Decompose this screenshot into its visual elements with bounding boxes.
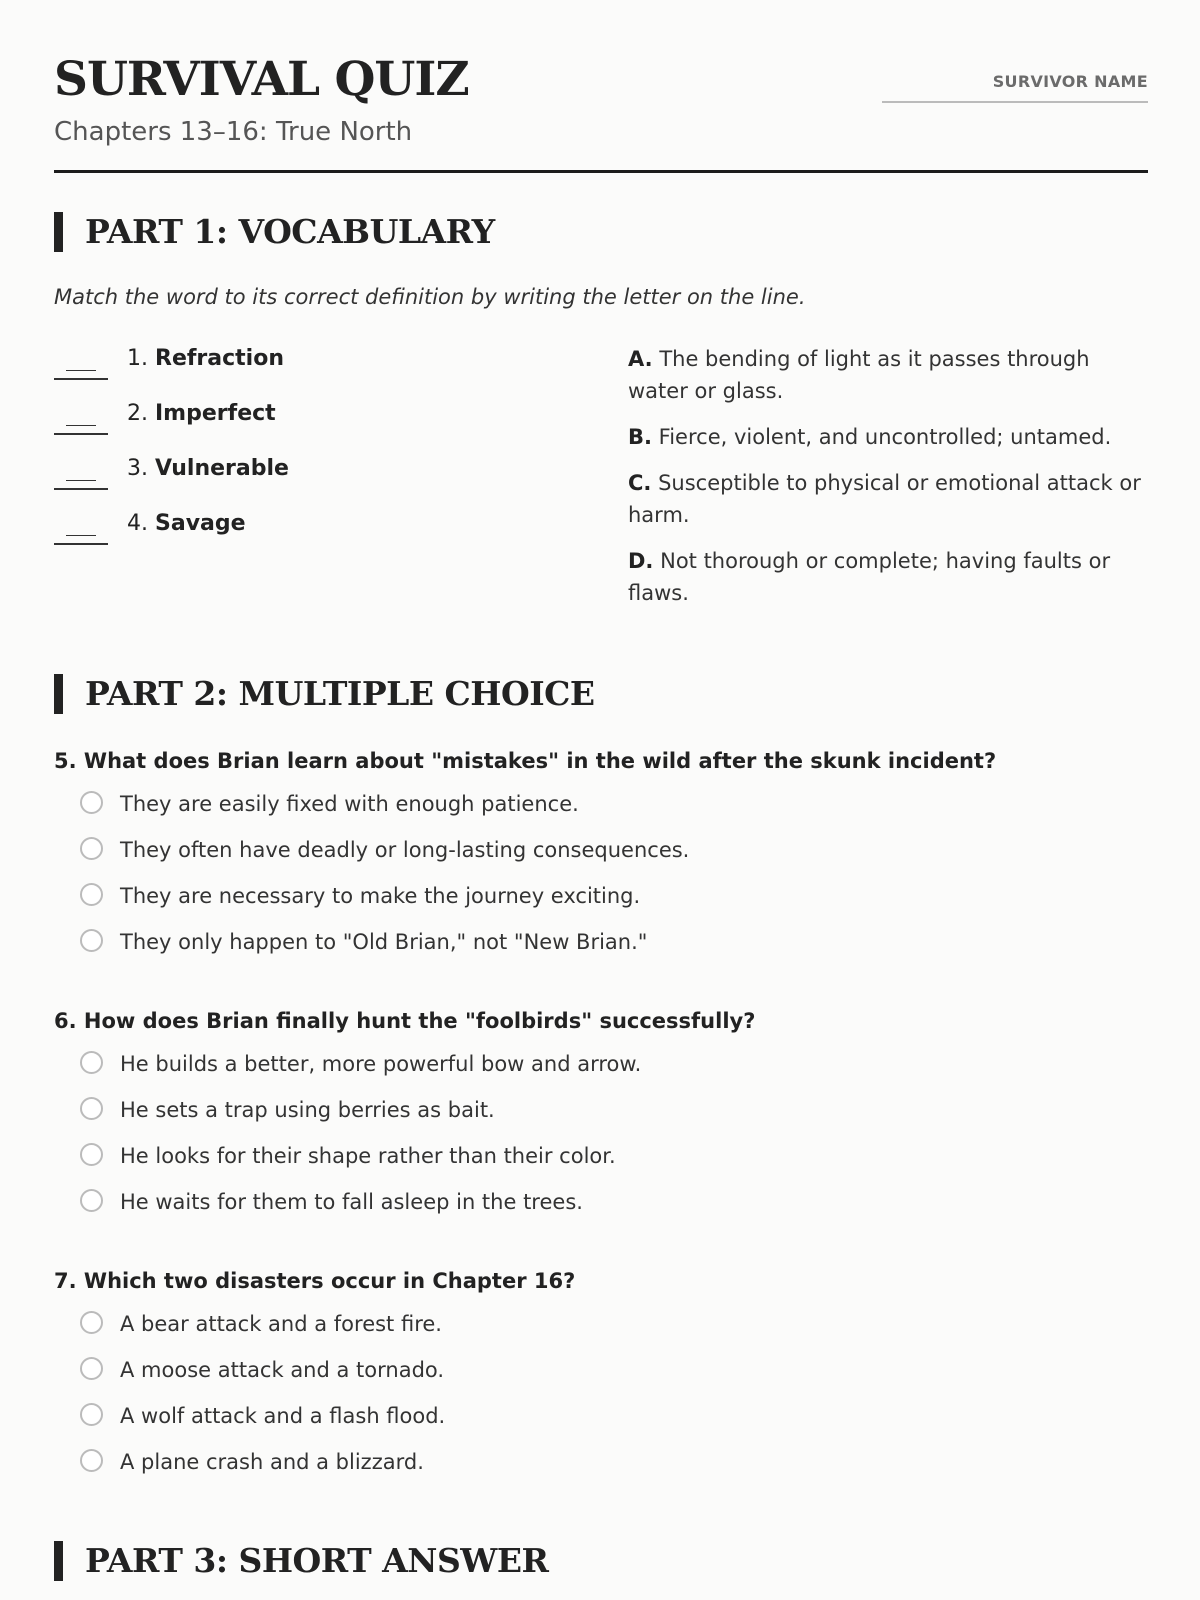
radio-button[interactable] xyxy=(80,883,103,906)
definition-letter: A. xyxy=(628,347,653,371)
question-text: 5. What does Brian learn about "mistakes" in the wild after the skunk incident? xyxy=(54,749,997,773)
part1-title: PART 1: VOCABULARY xyxy=(54,212,495,252)
definition-text: The bending of light as it passes through water or glass. xyxy=(628,347,1090,403)
vocab-row xyxy=(54,401,554,456)
option-label: They are necessary to make the journey exciting. xyxy=(120,884,641,908)
term-word: Savage xyxy=(155,511,246,536)
vocab-term xyxy=(127,511,246,536)
option-label: He looks for their shape rather than their color. xyxy=(120,1144,616,1168)
answer-option[interactable] xyxy=(54,1402,1148,1448)
answer-blank[interactable] xyxy=(54,511,108,545)
option-label: A moose attack and a tornado. xyxy=(120,1358,445,1382)
option-label: They are easily fixed with enough patience. xyxy=(120,792,579,816)
answer-option[interactable] xyxy=(54,1310,1148,1356)
definition-item xyxy=(628,343,1148,407)
radio-button[interactable] xyxy=(80,1097,103,1120)
term-number: 1. xyxy=(127,346,148,371)
option-label: They often have deadly or long-lasting consequences. xyxy=(120,838,690,862)
definition-text: Not thorough or complete; having faults or flaws. xyxy=(628,549,1111,605)
definition-item xyxy=(628,545,1148,609)
quiz-page xyxy=(54,0,1148,1580)
vocab-term xyxy=(127,401,276,426)
radio-button[interactable] xyxy=(80,791,103,814)
answer-option[interactable] xyxy=(54,790,1148,836)
survivor-name-label: SURVIVOR NAME xyxy=(992,72,1148,91)
term-word: Vulnerable xyxy=(155,456,289,481)
radio-button[interactable] xyxy=(80,1403,103,1426)
option-label: A bear attack and a forest fire. xyxy=(120,1312,442,1336)
answer-option[interactable] xyxy=(54,1448,1148,1494)
question-5 xyxy=(54,748,1148,974)
answer-blank[interactable] xyxy=(54,346,108,380)
radio-button[interactable] xyxy=(80,1449,103,1472)
question-text: 7. Which two disasters occur in Chapter 16? xyxy=(54,1269,576,1293)
term-word: Imperfect xyxy=(155,401,276,426)
vocab-term xyxy=(127,456,289,481)
answer-option[interactable] xyxy=(54,928,1148,974)
definition-text: Susceptible to physical or emotional attack or harm. xyxy=(628,471,1141,527)
vocab-row xyxy=(54,511,554,566)
radio-button[interactable] xyxy=(80,1311,103,1334)
answer-blank[interactable] xyxy=(54,401,108,435)
definition-text: Fierce, violent, and uncontrolled; untamed. xyxy=(658,425,1112,449)
option-label: He sets a trap using berries as bait. xyxy=(120,1098,495,1122)
vocab-term xyxy=(127,346,284,371)
radio-button[interactable] xyxy=(80,1357,103,1380)
answer-option[interactable] xyxy=(54,882,1148,928)
definition-item xyxy=(628,467,1148,531)
answer-blank[interactable] xyxy=(54,456,108,490)
radio-button[interactable] xyxy=(80,929,103,952)
option-label: A plane crash and a blizzard. xyxy=(120,1450,424,1474)
vocab-row xyxy=(54,456,554,511)
option-label: A wolf attack and a flash flood. xyxy=(120,1404,446,1428)
term-number: 3. xyxy=(127,456,148,481)
quiz-header xyxy=(54,0,1148,173)
answer-option[interactable] xyxy=(54,1142,1148,1188)
term-number: 4. xyxy=(127,511,148,536)
definition-item xyxy=(628,421,1148,453)
option-label: They only happen to "Old Brian," not "New Brian." xyxy=(120,930,648,954)
radio-button[interactable] xyxy=(80,1051,103,1074)
vocab-row xyxy=(54,346,554,401)
term-word: Refraction xyxy=(155,346,285,371)
survivor-name-field[interactable] xyxy=(882,72,1148,103)
page-subtitle: Chapters 13–16: True North xyxy=(54,117,413,147)
definition-letter: C. xyxy=(628,471,652,495)
definition-letter: B. xyxy=(628,425,652,449)
part2-title: PART 2: MULTIPLE CHOICE xyxy=(54,674,595,714)
question-7 xyxy=(54,1268,1148,1494)
part1-instructions: Match the word to its correct definition by writing the letter on the line. xyxy=(54,285,806,309)
answer-option[interactable] xyxy=(54,1050,1148,1096)
radio-button[interactable] xyxy=(80,1143,103,1166)
radio-button[interactable] xyxy=(80,1189,103,1212)
page-title: SURVIVAL QUIZ xyxy=(54,52,469,107)
definition-letter: D. xyxy=(628,549,654,573)
option-label: He waits for them to fall asleep in the trees. xyxy=(120,1190,583,1214)
question-6 xyxy=(54,1008,1148,1234)
vocab-term-list xyxy=(54,346,554,566)
part3-title: PART 3: SHORT ANSWER xyxy=(54,1541,548,1581)
option-label: He builds a better, more powerful bow and arrow. xyxy=(120,1052,642,1076)
answer-option[interactable] xyxy=(54,836,1148,882)
answer-option[interactable] xyxy=(54,1356,1148,1402)
answer-option[interactable] xyxy=(54,1096,1148,1142)
answer-option[interactable] xyxy=(54,1188,1148,1234)
vocab-definition-list xyxy=(628,343,1148,623)
term-number: 2. xyxy=(127,401,148,426)
radio-button[interactable] xyxy=(80,837,103,860)
question-text: 6. How does Brian finally hunt the "foolbirds" successfully? xyxy=(54,1009,756,1033)
